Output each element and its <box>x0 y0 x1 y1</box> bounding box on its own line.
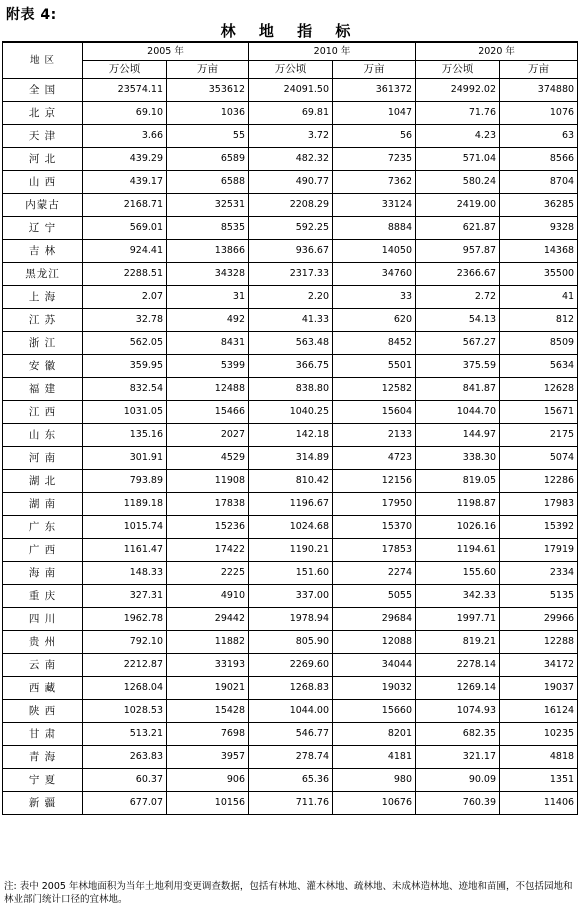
value-cell: 2.72 <box>416 286 500 309</box>
value-cell: 482.32 <box>249 148 333 171</box>
value-cell: 17983 <box>500 493 578 516</box>
value-cell: 819.21 <box>416 631 500 654</box>
value-cell: 15392 <box>500 516 578 539</box>
value-cell: 11882 <box>167 631 249 654</box>
value-cell: 1044.70 <box>416 401 500 424</box>
table-row <box>3 286 578 309</box>
region-name-cell: 江 西 <box>3 401 83 424</box>
value-cell: 4910 <box>167 585 249 608</box>
table-row <box>3 516 578 539</box>
value-cell: 2168.71 <box>83 194 167 217</box>
value-cell: 492 <box>167 309 249 332</box>
table-row <box>3 332 578 355</box>
value-cell: 1198.87 <box>416 493 500 516</box>
value-cell: 1024.68 <box>249 516 333 539</box>
value-cell: 567.27 <box>416 332 500 355</box>
region-name-cell: 浙 江 <box>3 332 83 355</box>
value-cell: 353612 <box>167 79 249 102</box>
value-cell: 69.10 <box>83 102 167 125</box>
value-cell: 760.39 <box>416 792 500 815</box>
region-name-cell: 陕 西 <box>3 700 83 723</box>
value-cell: 33124 <box>333 194 416 217</box>
region-name-cell: 湖 北 <box>3 470 83 493</box>
table-row <box>3 654 578 677</box>
value-cell: 832.54 <box>83 378 167 401</box>
value-cell: 1194.61 <box>416 539 500 562</box>
value-cell: 711.76 <box>249 792 333 815</box>
unit-header: 万公顷 <box>83 61 167 79</box>
value-cell: 15671 <box>500 401 578 424</box>
value-cell: 71.76 <box>416 102 500 125</box>
value-cell: 5074 <box>500 447 578 470</box>
value-cell: 366.75 <box>249 355 333 378</box>
value-cell: 1026.16 <box>416 516 500 539</box>
table-row <box>3 746 578 769</box>
value-cell: 2419.00 <box>416 194 500 217</box>
value-cell: 682.35 <box>416 723 500 746</box>
value-cell: 34760 <box>333 263 416 286</box>
value-cell: 6589 <box>167 148 249 171</box>
value-cell: 2.20 <box>249 286 333 309</box>
value-cell: 15428 <box>167 700 249 723</box>
value-cell: 4723 <box>333 447 416 470</box>
value-cell: 3957 <box>167 746 249 769</box>
table-row <box>3 608 578 631</box>
region-name-cell: 江 苏 <box>3 309 83 332</box>
value-cell: 8201 <box>333 723 416 746</box>
unit-header: 万公顷 <box>249 61 333 79</box>
value-cell: 620 <box>333 309 416 332</box>
value-cell: 8566 <box>500 148 578 171</box>
table-row <box>3 700 578 723</box>
value-cell: 490.77 <box>249 171 333 194</box>
region-name-cell: 内蒙古 <box>3 194 83 217</box>
table-row <box>3 792 578 815</box>
value-cell: 2334 <box>500 562 578 585</box>
value-cell: 11908 <box>167 470 249 493</box>
value-cell: 34328 <box>167 263 249 286</box>
value-cell: 838.80 <box>249 378 333 401</box>
value-cell: 11406 <box>500 792 578 815</box>
value-cell: 1268.83 <box>249 677 333 700</box>
value-cell: 8704 <box>500 171 578 194</box>
value-cell: 1031.05 <box>83 401 167 424</box>
value-cell: 19032 <box>333 677 416 700</box>
forest-land-table <box>2 41 578 815</box>
value-cell: 2366.67 <box>416 263 500 286</box>
value-cell: 263.83 <box>83 746 167 769</box>
value-cell: 34044 <box>333 654 416 677</box>
region-name-cell: 四 川 <box>3 608 83 631</box>
value-cell: 19021 <box>167 677 249 700</box>
region-name-cell: 山 西 <box>3 171 83 194</box>
unit-header: 万亩 <box>500 61 578 79</box>
value-cell: 15236 <box>167 516 249 539</box>
value-cell: 16124 <box>500 700 578 723</box>
value-cell: 2133 <box>333 424 416 447</box>
table-row <box>3 148 578 171</box>
appendix-label: 附表 4: <box>6 7 57 23</box>
value-cell: 621.87 <box>416 217 500 240</box>
region-name-cell: 广 东 <box>3 516 83 539</box>
value-cell: 29442 <box>167 608 249 631</box>
value-cell: 19037 <box>500 677 578 700</box>
value-cell: 2274 <box>333 562 416 585</box>
value-cell: 15370 <box>333 516 416 539</box>
value-cell: 677.07 <box>83 792 167 815</box>
table-row <box>3 171 578 194</box>
value-cell: 592.25 <box>249 217 333 240</box>
value-cell: 7698 <box>167 723 249 746</box>
value-cell: 24091.50 <box>249 79 333 102</box>
value-cell: 90.09 <box>416 769 500 792</box>
region-name-cell: 黑龙江 <box>3 263 83 286</box>
table-row <box>3 401 578 424</box>
value-cell: 2175 <box>500 424 578 447</box>
value-cell: 55 <box>167 125 249 148</box>
value-cell: 14368 <box>500 240 578 263</box>
value-cell: 13866 <box>167 240 249 263</box>
value-cell: 34172 <box>500 654 578 677</box>
table-row <box>3 424 578 447</box>
year-header-2005: 2005 年 <box>83 42 249 61</box>
value-cell: 924.41 <box>83 240 167 263</box>
value-cell: 2027 <box>167 424 249 447</box>
value-cell: 792.10 <box>83 631 167 654</box>
value-cell: 12088 <box>333 631 416 654</box>
year-header-2020: 2020 年 <box>416 42 578 61</box>
value-cell: 5399 <box>167 355 249 378</box>
region-name-cell: 新 疆 <box>3 792 83 815</box>
region-name-cell: 海 南 <box>3 562 83 585</box>
region-name-cell: 安 徽 <box>3 355 83 378</box>
table-row <box>3 769 578 792</box>
value-cell: 546.77 <box>249 723 333 746</box>
value-cell: 342.33 <box>416 585 500 608</box>
table-row <box>3 217 578 240</box>
value-cell: 7235 <box>333 148 416 171</box>
value-cell: 12156 <box>333 470 416 493</box>
value-cell: 10235 <box>500 723 578 746</box>
value-cell: 805.90 <box>249 631 333 654</box>
value-cell: 2288.51 <box>83 263 167 286</box>
value-cell: 980 <box>333 769 416 792</box>
value-cell: 4818 <box>500 746 578 769</box>
value-cell: 12488 <box>167 378 249 401</box>
value-cell: 56 <box>333 125 416 148</box>
value-cell: 32.78 <box>83 309 167 332</box>
value-cell: 1268.04 <box>83 677 167 700</box>
table-row <box>3 79 578 102</box>
value-cell: 32531 <box>167 194 249 217</box>
table-row <box>3 194 578 217</box>
table-row <box>3 240 578 263</box>
value-cell: 144.97 <box>416 424 500 447</box>
value-cell: 15660 <box>333 700 416 723</box>
value-cell: 60.37 <box>83 769 167 792</box>
value-cell: 29966 <box>500 608 578 631</box>
value-cell: 12582 <box>333 378 416 401</box>
value-cell: 2278.14 <box>416 654 500 677</box>
region-name-cell: 山 东 <box>3 424 83 447</box>
value-cell: 5634 <box>500 355 578 378</box>
value-cell: 8535 <box>167 217 249 240</box>
value-cell: 33 <box>333 286 416 309</box>
table-row <box>3 631 578 654</box>
value-cell: 337.00 <box>249 585 333 608</box>
region-name-cell: 云 南 <box>3 654 83 677</box>
region-name-cell: 重 庆 <box>3 585 83 608</box>
value-cell: 1978.94 <box>249 608 333 631</box>
value-cell: 63 <box>500 125 578 148</box>
value-cell: 1074.93 <box>416 700 500 723</box>
value-cell: 957.87 <box>416 240 500 263</box>
value-cell: 12286 <box>500 470 578 493</box>
value-cell: 41.33 <box>249 309 333 332</box>
region-name-cell: 西 藏 <box>3 677 83 700</box>
unit-header: 万公顷 <box>416 61 500 79</box>
value-cell: 1190.21 <box>249 539 333 562</box>
value-cell: 12628 <box>500 378 578 401</box>
value-cell: 5055 <box>333 585 416 608</box>
value-cell: 301.91 <box>83 447 167 470</box>
value-cell: 2208.29 <box>249 194 333 217</box>
value-cell: 65.36 <box>249 769 333 792</box>
value-cell: 4181 <box>333 746 416 769</box>
value-cell: 69.81 <box>249 102 333 125</box>
value-cell: 359.95 <box>83 355 167 378</box>
value-cell: 1047 <box>333 102 416 125</box>
value-cell: 375.59 <box>416 355 500 378</box>
value-cell: 571.04 <box>416 148 500 171</box>
value-cell: 1351 <box>500 769 578 792</box>
value-cell: 17950 <box>333 493 416 516</box>
value-cell: 793.89 <box>83 470 167 493</box>
value-cell: 10676 <box>333 792 416 815</box>
table-row <box>3 723 578 746</box>
region-name-cell: 北 京 <box>3 102 83 125</box>
value-cell: 135.16 <box>83 424 167 447</box>
value-cell: 2317.33 <box>249 263 333 286</box>
value-cell: 12288 <box>500 631 578 654</box>
value-cell: 1196.67 <box>249 493 333 516</box>
value-cell: 4.23 <box>416 125 500 148</box>
table-row <box>3 493 578 516</box>
value-cell: 338.30 <box>416 447 500 470</box>
value-cell: 8452 <box>333 332 416 355</box>
value-cell: 819.05 <box>416 470 500 493</box>
region-name-cell: 天 津 <box>3 125 83 148</box>
value-cell: 513.21 <box>83 723 167 746</box>
header-unit-row <box>3 61 578 79</box>
value-cell: 314.89 <box>249 447 333 470</box>
table-row <box>3 677 578 700</box>
value-cell: 1997.71 <box>416 608 500 631</box>
region-name-cell: 福 建 <box>3 378 83 401</box>
value-cell: 14050 <box>333 240 416 263</box>
value-cell: 562.05 <box>83 332 167 355</box>
value-cell: 33193 <box>167 654 249 677</box>
value-cell: 31 <box>167 286 249 309</box>
value-cell: 2269.60 <box>249 654 333 677</box>
value-cell: 1015.74 <box>83 516 167 539</box>
region-name-cell: 湖 南 <box>3 493 83 516</box>
value-cell: 1962.78 <box>83 608 167 631</box>
header-year-row <box>3 42 578 61</box>
table-body <box>3 79 578 815</box>
value-cell: 1076 <box>500 102 578 125</box>
value-cell: 6588 <box>167 171 249 194</box>
region-name-cell: 河 南 <box>3 447 83 470</box>
value-cell: 810.42 <box>249 470 333 493</box>
table-row <box>3 125 578 148</box>
region-name-cell: 上 海 <box>3 286 83 309</box>
value-cell: 1040.25 <box>249 401 333 424</box>
value-cell: 1028.53 <box>83 700 167 723</box>
value-cell: 841.87 <box>416 378 500 401</box>
footnote: 注: 表中 2005 年林地面积为当年土地利用变更调查数据，包括有林地、灌木林地、疏林地、未成林造林地、迹地和苗圃，不包括园地和林业部门统计口径的宜林地。 <box>4 881 573 905</box>
value-cell: 327.31 <box>83 585 167 608</box>
value-cell: 10156 <box>167 792 249 815</box>
value-cell: 1269.14 <box>416 677 500 700</box>
value-cell: 9328 <box>500 217 578 240</box>
value-cell: 24992.02 <box>416 79 500 102</box>
value-cell: 361372 <box>333 79 416 102</box>
value-cell: 812 <box>500 309 578 332</box>
value-cell: 8431 <box>167 332 249 355</box>
value-cell: 580.24 <box>416 171 500 194</box>
value-cell: 15604 <box>333 401 416 424</box>
table-row <box>3 539 578 562</box>
value-cell: 321.17 <box>416 746 500 769</box>
value-cell: 906 <box>167 769 249 792</box>
table-row <box>3 102 578 125</box>
value-cell: 36285 <box>500 194 578 217</box>
value-cell: 148.33 <box>83 562 167 585</box>
table-row <box>3 447 578 470</box>
value-cell: 3.66 <box>83 125 167 148</box>
region-name-cell: 全 国 <box>3 79 83 102</box>
value-cell: 155.60 <box>416 562 500 585</box>
value-cell: 8509 <box>500 332 578 355</box>
value-cell: 439.29 <box>83 148 167 171</box>
table-row <box>3 263 578 286</box>
value-cell: 2212.87 <box>83 654 167 677</box>
value-cell: 278.74 <box>249 746 333 769</box>
value-cell: 15466 <box>167 401 249 424</box>
value-cell: 2225 <box>167 562 249 585</box>
value-cell: 17853 <box>333 539 416 562</box>
table-row <box>3 562 578 585</box>
value-cell: 142.18 <box>249 424 333 447</box>
region-name-cell: 辽 宁 <box>3 217 83 240</box>
table-row <box>3 378 578 401</box>
value-cell: 1036 <box>167 102 249 125</box>
value-cell: 151.60 <box>249 562 333 585</box>
region-name-cell: 贵 州 <box>3 631 83 654</box>
value-cell: 41 <box>500 286 578 309</box>
unit-header: 万亩 <box>333 61 416 79</box>
value-cell: 17422 <box>167 539 249 562</box>
table-row <box>3 309 578 332</box>
region-name-cell: 河 北 <box>3 148 83 171</box>
region-name-cell: 青 海 <box>3 746 83 769</box>
value-cell: 7362 <box>333 171 416 194</box>
region-name-cell: 吉 林 <box>3 240 83 263</box>
value-cell: 569.01 <box>83 217 167 240</box>
value-cell: 54.13 <box>416 309 500 332</box>
table-row <box>3 585 578 608</box>
region-header: 地 区 <box>3 42 83 79</box>
value-cell: 1161.47 <box>83 539 167 562</box>
value-cell: 563.48 <box>249 332 333 355</box>
value-cell: 35500 <box>500 263 578 286</box>
table-row <box>3 470 578 493</box>
value-cell: 8884 <box>333 217 416 240</box>
value-cell: 439.17 <box>83 171 167 194</box>
value-cell: 1044.00 <box>249 700 333 723</box>
region-name-cell: 广 西 <box>3 539 83 562</box>
value-cell: 17919 <box>500 539 578 562</box>
value-cell: 4529 <box>167 447 249 470</box>
table-row <box>3 355 578 378</box>
region-name-cell: 宁 夏 <box>3 769 83 792</box>
region-name-cell: 甘 肃 <box>3 723 83 746</box>
value-cell: 2.07 <box>83 286 167 309</box>
value-cell: 936.67 <box>249 240 333 263</box>
value-cell: 5501 <box>333 355 416 378</box>
value-cell: 29684 <box>333 608 416 631</box>
value-cell: 5135 <box>500 585 578 608</box>
year-header-2010: 2010 年 <box>249 42 416 61</box>
value-cell: 374880 <box>500 79 578 102</box>
value-cell: 3.72 <box>249 125 333 148</box>
value-cell: 17838 <box>167 493 249 516</box>
value-cell: 23574.11 <box>83 79 167 102</box>
value-cell: 1189.18 <box>83 493 167 516</box>
table-title: 林 地 指 标 <box>220 22 360 40</box>
unit-header: 万亩 <box>167 61 249 79</box>
